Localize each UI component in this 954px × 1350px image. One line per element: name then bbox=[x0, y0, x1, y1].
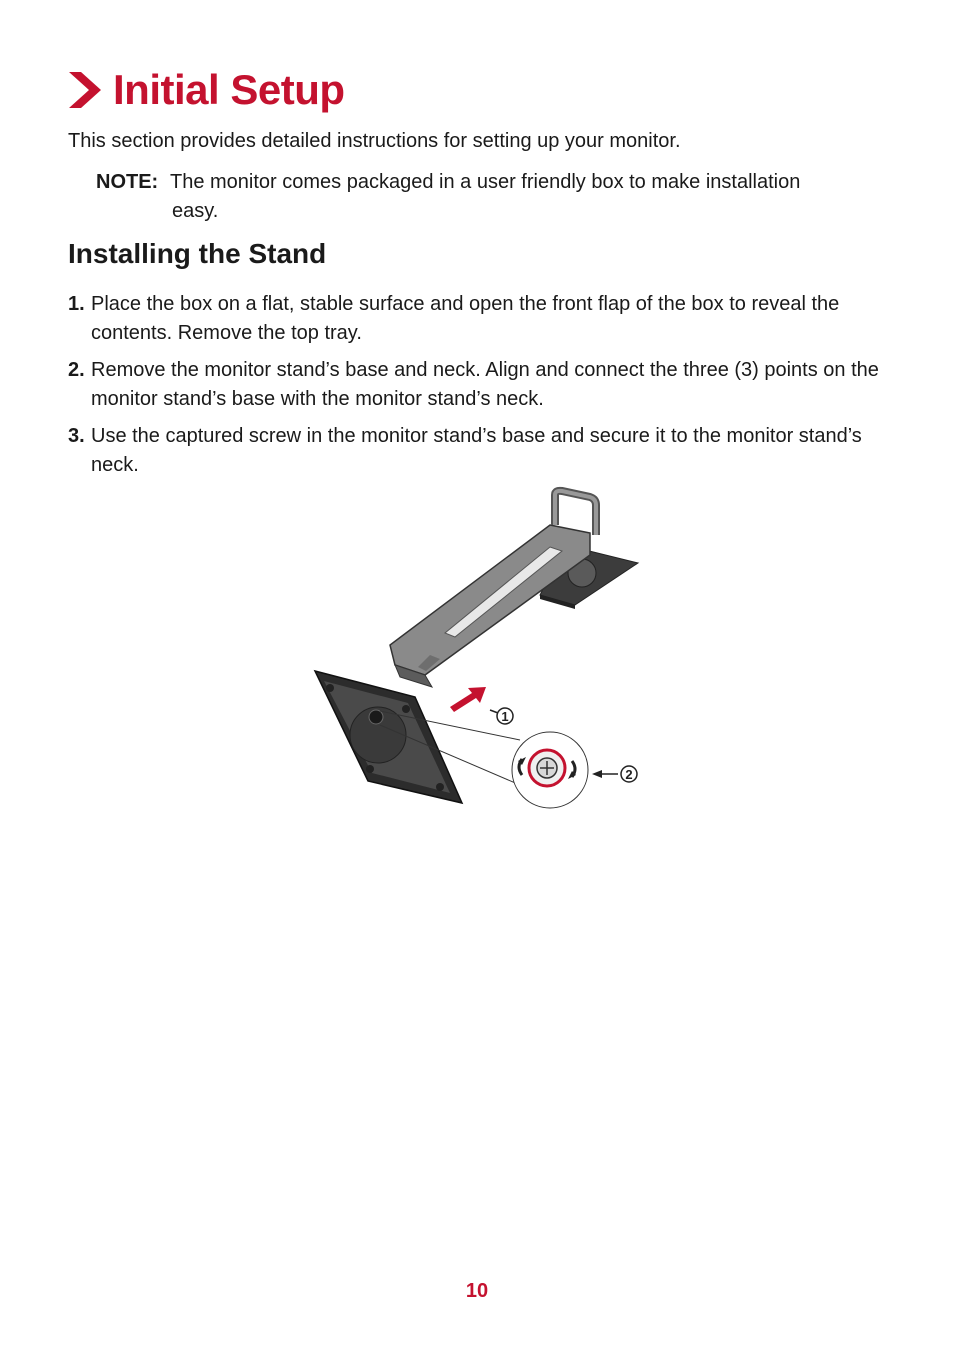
stand-installation-illustration bbox=[300, 485, 660, 820]
step-item-1 bbox=[68, 290, 898, 348]
step-text: Place the box on a flat, stable surface and open the front flap of the box to reveal the contents. Remove the top tray. bbox=[91, 293, 840, 344]
callout-2-label: 2 bbox=[625, 767, 633, 782]
note-label: NOTE: bbox=[96, 171, 159, 193]
step-text: Use the captured screw in the monitor stand’s base and secure it to the monitor stand’s neck. bbox=[91, 425, 862, 476]
screw-detail-magnifier bbox=[512, 732, 588, 808]
step-item-3 bbox=[68, 422, 898, 480]
step-item-2 bbox=[68, 356, 898, 414]
step-number: 2. bbox=[68, 359, 85, 381]
step-number: 1. bbox=[68, 293, 85, 315]
chevron-right-icon bbox=[67, 70, 103, 110]
step-text: Remove the monitor stand’s base and neck. Align and connect the three (3) points on the monitor stand’s base with the monitor stand’s neck. bbox=[91, 359, 879, 410]
stand-base bbox=[315, 671, 462, 803]
insert-arrow-icon bbox=[450, 687, 486, 712]
intro-text: This section provides detailed instructions for setting up your monitor. bbox=[68, 130, 681, 152]
page-title: Initial Setup bbox=[113, 66, 345, 113]
page-number: 10 bbox=[465, 1280, 489, 1302]
step-number: 3. bbox=[68, 425, 85, 447]
steps-list bbox=[68, 290, 898, 488]
note-text-line2: easy. bbox=[172, 200, 219, 222]
section-heading: Installing the Stand bbox=[68, 238, 327, 269]
note-text-line1: The monitor comes packaged in a user friendly box to make installation bbox=[170, 171, 801, 193]
note-block bbox=[96, 168, 886, 226]
callout-1-label: 1 bbox=[501, 709, 509, 724]
page-title-row bbox=[67, 64, 345, 116]
